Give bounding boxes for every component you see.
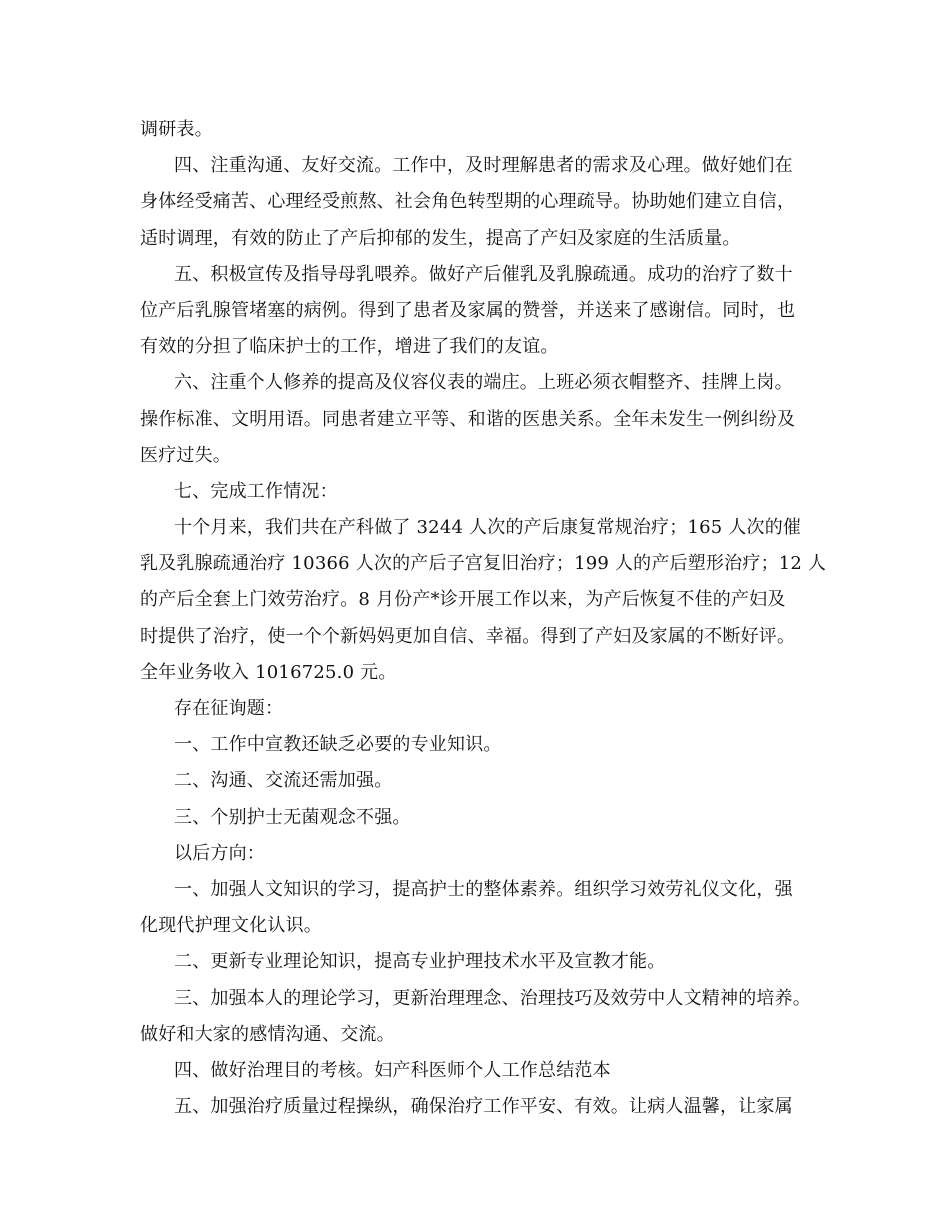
text-line: 操作标准、文明用语。同患者建立平等、和谐的医患关系。全年未发生一例纠纷及	[140, 408, 796, 430]
list-item: 一、加强人文知识的学习，提高护士的整体素养。组织学习效劳礼仪文化，强	[174, 878, 793, 900]
list-item: 二、更新专业理论知识，提高专业护理技术水平及宣教才能。	[174, 951, 666, 973]
text-line: 六、注重个人修养的提高及仪容仪表的端庄。上班必须衣帽整齐、挂牌上岗。	[174, 372, 793, 394]
text-line: 有效的分担了临床护士的工作，增进了我们的友谊。	[140, 336, 559, 358]
text-line: 四、注重沟通、友好交流。工作中，及时理解患者的需求及心理。做好她们在	[174, 155, 793, 177]
text-line: 身体经受痛苦、心理经受煎熬、社会角色转型期的心理疏导。协助她们建立自信，	[140, 191, 796, 213]
section-heading: 存在征询题：	[174, 698, 284, 719]
text-line: 全年业务收入 1016725.0 元。	[140, 661, 397, 683]
list-item: 三、个别护士无菌观念不强。	[174, 806, 411, 828]
text-line: 十个月来，我们共在产科做了 3244 人次的产后康复常规治疗；165 人次的催	[174, 517, 802, 539]
section-heading: 七、完成工作情况：	[174, 480, 338, 502]
list-item: 四、做好治理目的考核。妇产科医师个人工作总结范本	[174, 1059, 611, 1081]
list-item: 一、工作中宣教还缺乏必要的专业知识。	[174, 734, 502, 756]
list-item: 三、加强本人的理论学习，更新治理理念、治理技巧及效劳中人文精神的培养。	[174, 987, 811, 1009]
text-line: 医疗过失。	[140, 444, 231, 466]
section-heading: 以后方向：	[174, 842, 265, 864]
text-line: 做好和大家的感情沟通、交流。	[140, 1023, 395, 1045]
text-line: 调研表。	[140, 119, 213, 140]
text-line: 适时调理，有效的防止了产后抑郁的发生，提高了产妇及家庭的生活质量。	[140, 227, 741, 249]
text-line: 五、积极宣传及指导母乳喂养。做好产后催乳及乳腺疏通。成功的治疗了数十	[174, 263, 793, 285]
list-item: 五、加强治疗质量过程操纵，确保治疗工作平安、有效。让病人温馨，让家属	[174, 1096, 793, 1118]
text-line: 位产后乳腺管堵塞的病例。得到了患者及家属的赞誉，并送来了感谢信。同时，也	[140, 299, 796, 321]
document-body	[140, 112, 827, 1125]
text-line: 乳及乳腺疏通治疗 10366 人次的产后子宫复旧治疗；199 人的产后塑形治疗；12 人	[140, 553, 827, 575]
text-line: 化现代护理文化认识。	[140, 915, 322, 937]
text-line: 的产后全套上门效劳治疗。8 月份产*诊开展工作以来，为产后恢复不佳的产妇及	[140, 589, 786, 611]
text-line: 时提供了治疗，使一个个新妈妈更加自信、幸福。得到了产妇及家属的不断好评。	[140, 625, 796, 647]
list-item: 二、沟通、交流还需加强。	[174, 770, 393, 792]
